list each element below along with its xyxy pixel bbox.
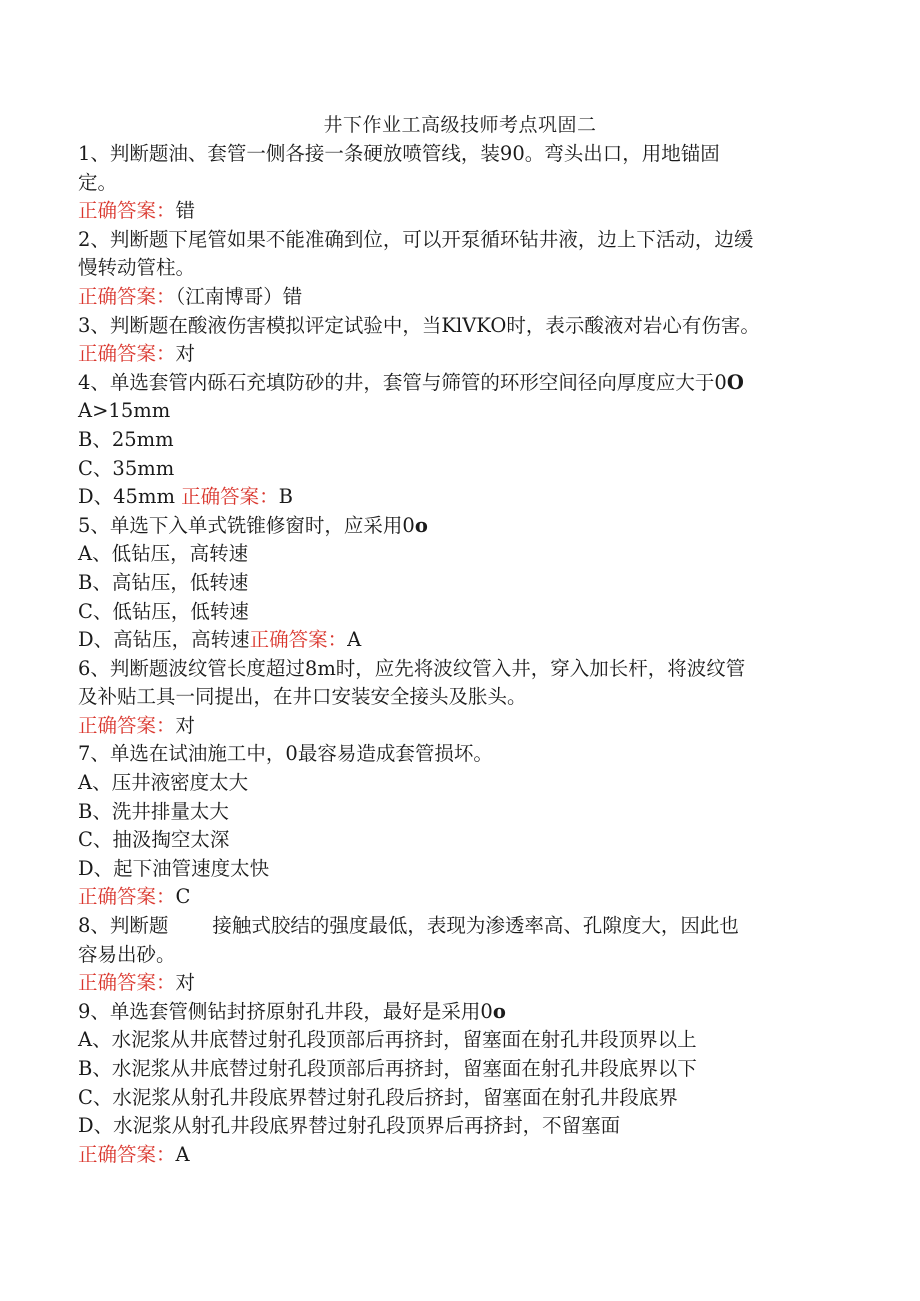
option-d-with-answer	[78, 626, 838, 655]
document-title: 井下作业工高级技师考点巩固二	[323, 114, 597, 136]
answer-value: C	[175, 885, 191, 909]
option-c: C、低钻压，低转速	[78, 599, 249, 623]
option-b: B、25mm	[78, 427, 174, 451]
question-1	[78, 140, 838, 226]
answer-value: A	[347, 628, 362, 652]
option-d: D、45mm	[78, 485, 175, 509]
question-blank-mark: o	[492, 999, 506, 1023]
question-text: 慢转动管柱。	[78, 256, 196, 280]
option-b: B、高钻压，低转速	[78, 570, 249, 594]
question-text: 5、单选下入单式铣锥修窗时，应采用0	[78, 513, 415, 537]
answer-label: 正确答案：	[78, 885, 176, 909]
answer-line	[78, 197, 838, 226]
answer-label: 正确答案：	[78, 199, 176, 223]
answer-value: （江南博哥）错	[175, 284, 303, 308]
answer-line	[78, 340, 838, 369]
answer-value: 对	[175, 342, 196, 366]
question-7	[78, 740, 838, 912]
question-6	[78, 655, 838, 741]
answer-label: 正确答案：	[78, 1142, 176, 1166]
option-d: D、高钻压，高转速	[78, 628, 250, 652]
question-text: 定。	[78, 170, 118, 194]
answer-label: 正确答案：	[78, 342, 176, 366]
option-b: B、洗井排量太大	[78, 799, 229, 823]
option-c: C、35mm	[78, 456, 175, 480]
option-d: D、水泥浆从射孔井段底界替过射孔段顶界后再挤封，不留塞面	[78, 1114, 621, 1138]
option-a: A>15mm	[78, 399, 171, 423]
answer-line	[78, 283, 838, 312]
answer-value: 错	[175, 199, 196, 223]
question-text: 接触式胶结的强度最低，表现为渗透率高、孔隙度大，因此也	[212, 914, 739, 938]
question-text: 2、判断题下尾管如果不能准确到位，可以开泵循环钻井液，边上下活动，边缓	[78, 227, 754, 251]
answer-line	[78, 883, 838, 912]
option-c: C、抽汲掏空太深	[78, 828, 230, 852]
answer-line	[78, 969, 838, 998]
question-2	[78, 226, 838, 312]
answer-label: 正确答案：	[78, 971, 176, 995]
option-c: C、水泥浆从射孔井段底界替过射孔段后挤封，留塞面在射孔井段底界	[78, 1085, 678, 1109]
question-3	[78, 312, 838, 369]
question-9	[78, 998, 838, 1170]
question-text: 4、单选套管内砾石充填防砂的井，套管与筛管的环形空间径向厚度应大于0	[78, 370, 727, 394]
answer-value: 对	[175, 713, 196, 737]
option-a: A、水泥浆从井底替过射孔段顶部后再挤封，留塞面在射孔井段顶界以上	[78, 1028, 697, 1052]
option-d-with-answer	[78, 483, 838, 512]
answer-value: 对	[175, 971, 196, 995]
question-text: 6、判断题波纹管长度超过8m时，应先将波纹管入井，穿入加长杆，将波纹管	[78, 656, 746, 680]
question-5	[78, 512, 838, 655]
question-list	[78, 140, 838, 1169]
question-text: 3、判断题在酸液伤害模拟评定试验中，当KlVKO时，表示酸液对岩心有伤害。	[78, 313, 760, 337]
option-d: D、起下油管速度太快	[78, 856, 270, 880]
answer-label: 正确答案：	[181, 485, 279, 509]
question-stem	[78, 369, 838, 398]
question-stem: 7、单选在试油施工中，0最容易造成套管损坏。	[78, 742, 493, 766]
question-text: 容易出砂。	[78, 942, 176, 966]
answer-label: 正确答案：	[78, 284, 176, 308]
question-blank-mark: O	[726, 370, 744, 394]
answer-line	[78, 712, 838, 741]
question-blank-mark: o	[414, 513, 428, 537]
option-a: A、压井液密度太大	[78, 771, 249, 795]
question-4	[78, 369, 838, 512]
question-text: 1、判断题油、套管一侧各接一条硬放喷管线，装90。弯头出口，用地锚固	[78, 142, 720, 165]
question-8	[78, 912, 838, 998]
question-text: 及补贴工具一同提出，在井口安装安全接头及胀头。	[78, 685, 527, 709]
answer-label: 正确答案：	[249, 628, 348, 652]
answer-line	[78, 1141, 838, 1170]
answer-value: B	[278, 485, 293, 509]
question-type: 8、判断题	[78, 914, 169, 938]
option-b: B、水泥浆从井底替过射孔段顶部后再挤封，留塞面在射孔井段底界以下	[78, 1057, 697, 1080]
question-stem	[78, 912, 838, 941]
option-a: A、低钻压，高转速	[78, 542, 249, 566]
question-stem	[78, 998, 838, 1027]
answer-value: A	[175, 1142, 190, 1166]
answer-label: 正确答案：	[78, 713, 176, 737]
question-stem	[78, 512, 838, 541]
question-text: 9、单选套管侧钻封挤原射孔井段，最好是采用0	[78, 999, 493, 1023]
